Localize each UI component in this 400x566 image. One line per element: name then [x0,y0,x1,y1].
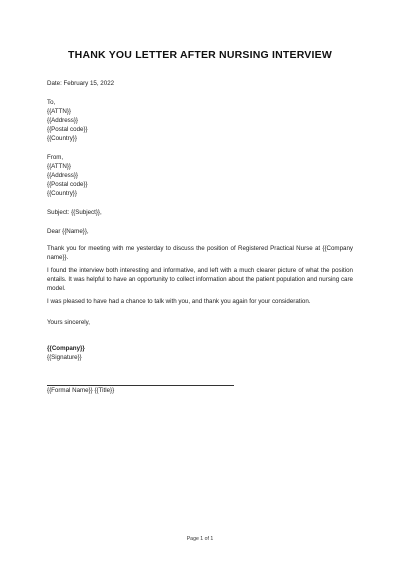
salutation: Dear {{Name}}, [47,227,89,235]
sender-block [47,154,353,199]
signature-line [47,385,234,396]
from-attn: {{ATTN}} [47,162,71,170]
body-paragraph-1: Thank you for meeting with me yesterday to discuss the position of Registered Practical Nurse at {{Company name}}. [47,244,353,261]
from-address: {{Address}} [47,171,78,179]
to-label: To, [47,98,56,106]
body-paragraph-2: I found the interview both interesting and informative, and left with a much clearer picture of what the position entails. It was helpful to have an opportunity to collect information about the patient population and nursing care model. [47,266,353,292]
recipient-block [47,99,353,144]
body-paragraph-3: I was pleased to have had a chance to talk with you, and thank you again for your consideration. [47,297,311,305]
company-name: {{Company}} [47,344,85,352]
to-address: {{Address}} [47,116,78,124]
to-country: {{Country}} [47,134,77,142]
date-line: Date: February 15, 2022 [47,80,115,87]
letter-body [47,80,353,396]
to-attn: {{ATTN}} [47,107,71,115]
signature: {{Signature}} [47,353,82,361]
formal-name-title: {{Formal Name}} {{Title}} [47,386,115,394]
subject-line: Subject: {{Subject}}, [47,208,102,216]
from-postal-code: {{Postal code}} [47,180,88,188]
closing: Yours sincerely, [47,318,90,326]
document-title: THANK YOU LETTER AFTER NURSING INTERVIEW [68,49,332,61]
from-label: From, [47,153,64,161]
to-postal-code: {{Postal code}} [47,125,88,133]
page-number: Page 1 of 1 [186,536,214,542]
from-country: {{Country}} [47,189,77,197]
